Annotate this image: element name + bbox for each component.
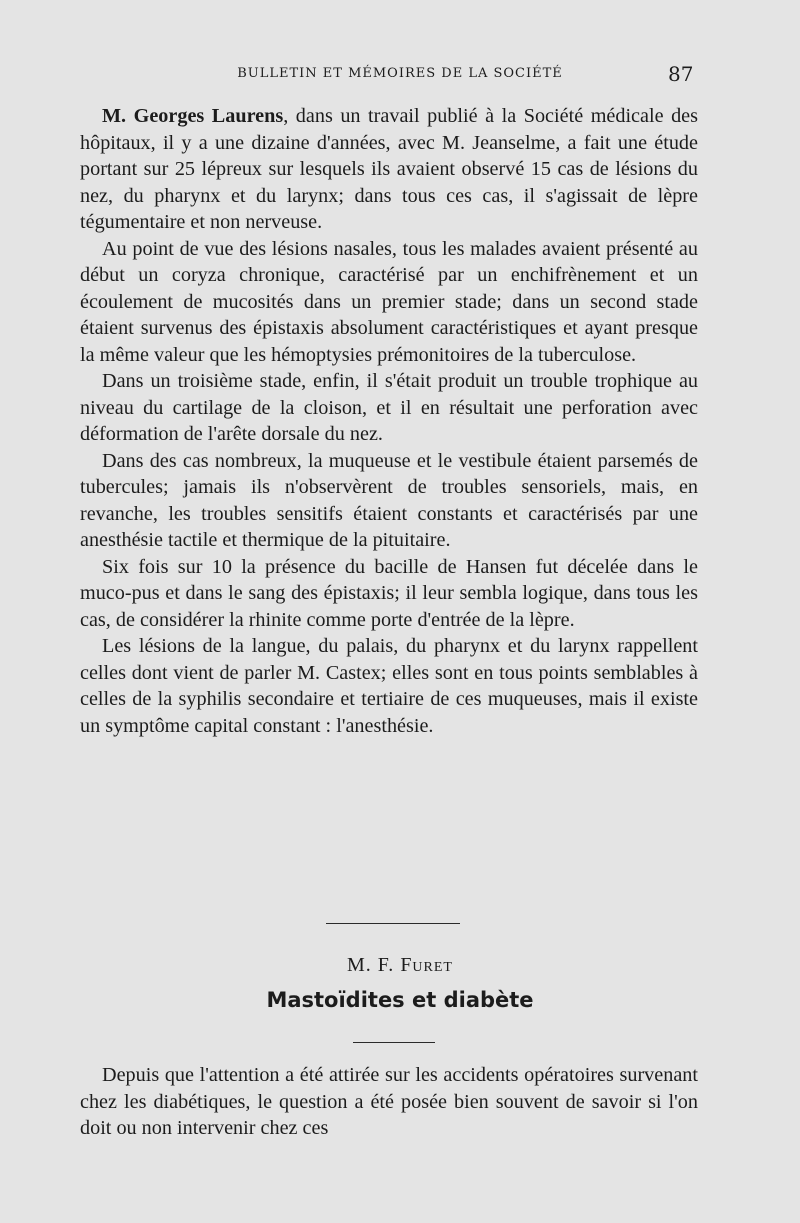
intro-paragraph: Depuis que l'attention a été attirée sur les accidents opératoires survenant chez les diabétiques, le question a été posée bien souvent de savoir si l'on doit ou non intervenir chez ces <box>80 1064 698 1139</box>
author-initials: M. F. <box>347 954 401 976</box>
article-intro <box>80 1062 698 1142</box>
paragraph-1 <box>80 103 698 236</box>
paragraph-6: Les lésions de la langue, du palais, du pharynx et du larynx rappellent celles dont vient de parler M. Castex; elles sont en tous points semblables à celles de la syphilis secondaire et tertiaire de ces muqueuses, mais il existe un symptôme capital constant : l'anesthésie. <box>80 635 698 737</box>
paragraph-3: Dans un troisième stade, enfin, il s'était produit un trouble trophique au niveau du cartilage de la cloison, et il en résultait une perforation avec déformation de l'arête dorsale du nez. <box>80 370 698 445</box>
paragraph-4: Dans des cas nombreux, la muqueuse et le vestibule étaient parsemés de tubercules; jamais ils n'observèrent de troubles sensoriels, mais, en revanche, les troubles sensitifs étaient constants et caractérisés par une anesthésie tactile et thermique de la pituitaire. <box>80 449 698 551</box>
author-surname: Furet <box>400 954 453 976</box>
section-divider-bottom <box>353 1042 435 1043</box>
body-text <box>80 103 698 739</box>
author-name-lead: M. Georges Laurens <box>102 105 284 127</box>
paragraph-2: Au point de vue des lésions nasales, tous les malades avaient présenté au début un coryza chronique, caractérisé par un enchifrènement et un écoulement de mucosités dans un premier stade; dans un second stade étaient survenus des épistaxis absolument caractéristiques et ayant presque la même valeur que les hémoptysies prémonitoires de la tuberculose. <box>80 237 698 366</box>
section-author <box>240 954 560 977</box>
running-head: BULLETIN ET MÉMOIRES DE LA SOCIÉTÉ <box>237 66 563 81</box>
page-number: 87 <box>668 62 694 86</box>
section-divider-top <box>326 923 460 924</box>
paragraph-1-text: , dans un travail publié à la Société médicale des hôpitaux, il y a une dizaine d'années, avec M. Jeanselme, a fait une étude portant sur 25 lépreux sur lesquels ils avaient observé 15 cas de lésions du nez, du pharynx et du larynx; dans tous ces cas, il s'agissait de lèpre tégumentaire et non nerveuse. <box>80 105 698 233</box>
article-title: Mastoïdites et diabète <box>266 988 534 1012</box>
paragraph-5: Six fois sur 10 la présence du bacille de Hansen fut décelée dans le muco-pus et dans le sang des épistaxis; il leur sembla logique, dans tous les cas, de considérer la rhinite comme porte d'entrée de la lèpre. <box>80 555 698 631</box>
